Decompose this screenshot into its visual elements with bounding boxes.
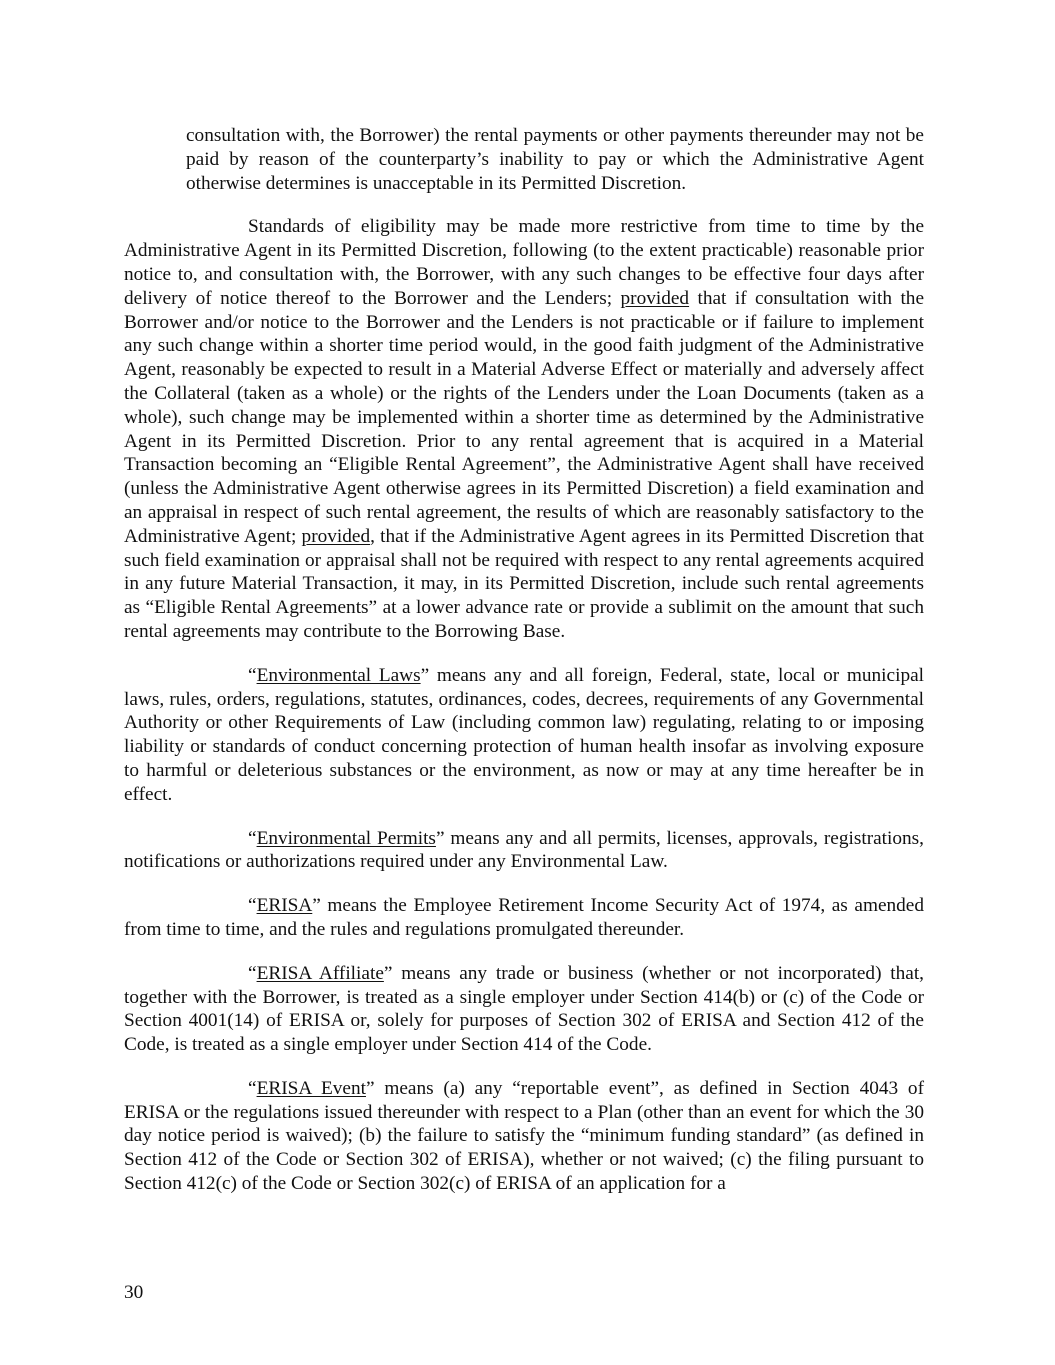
text-run: ” means the Employee Retirement Income Security Act of 1974, as amended from time to time, and the rules and regulations promulgated thereunder. — [124, 895, 924, 940]
underlined-term-provided: provided — [620, 287, 690, 309]
text-run: that if consultation with the Borrower and/or notice to the Borrower and the Lenders is not practicable or if failure to implement any such change within a shorter time period would, in the good faith judgment of the Administrative Agent, reasonably be expected to result in a Material Adverse Effect or materially and adversely affect the Collateral (taken as a whole) or the rights of the Lenders under the Loan Documents (taken as a whole), such change may be implemented within a shorter time as determined by the Administrative Agent in its Permitted Discretion. Prior to any rental agreement that is acquired in a Material Transaction becoming an “Eligible Rental Agreement”, the Administrative Agent shall have received (unless the Administrative Agent otherwise agrees in its Permitted Discretion) a field examination and an appraisal in respect of such rental agreement, the results of which are reasonably satisfactory to the Administrative Agent; — [124, 287, 924, 547]
text-run: ” means (a) any “reportable event”, as defined in Section 4043 of ERISA or the regulations issued thereunder with respect to a Plan (other than an event for which the 30 day notice period is waived); (b) the failure to satisfy the “minimum funding standard” (as defined in Section 412 of the Code or Section 302 of ERISA), whether or not waived; (c) the filing pursuant to Section 412(c) of the Code or Section 302(c) of ERISA of an application for a — [124, 1077, 924, 1195]
text-run: “ — [248, 664, 257, 686]
definition-environmental-laws — [124, 664, 924, 807]
defined-term: Environmental Permits — [256, 827, 436, 849]
defined-term: ERISA — [256, 895, 313, 917]
text-run: “ — [248, 895, 257, 917]
definition-erisa-event — [124, 1077, 924, 1196]
text-run: ” means any and all foreign, Federal, state, local or municipal laws, rules, orders, regulations, statutes, ordinances, codes, decrees, requirements of any Governmental Authority or other Requirements of Law (including common law) regulating, relating to or imposing liability or standards of conduct concerning protection of human health insofar as involving exposure to harmful or deleterious substances or the environment, as now or may at any time hereafter be in effect. — [124, 664, 924, 805]
definition-erisa — [124, 894, 924, 942]
defined-term: ERISA Event — [256, 1077, 366, 1099]
text-run: Standards of eligibility may be made more restrictive from time to time by the Administrative Agent in its Permitted Discretion, following (to the extent practicable) reasonable prior notice to, and consultation with, the Borrower, with any such changes to be effective four days after delivery of notice thereof to the Borrower and the Lenders; — [124, 216, 924, 309]
defined-term: ERISA Affiliate — [256, 962, 384, 984]
text-run: , that if the Administrative Agent agrees in its Permitted Discretion that such field examination or appraisal shall not be required with respect to any rental agreements acquired in any future Material Transaction, it may, in its Permitted Discretion, include such rental agreements as “Eligible Rental Agreements” at a lower advance rate or provide a sublimit on the amount that such rental agreements may contribute to the Borrowing Base. — [124, 525, 924, 642]
text-run: ” means any and all permits, licenses, approvals, registrations, notifications or authorizations required under any Environmental Law. — [124, 827, 924, 873]
definition-erisa-affiliate — [124, 962, 924, 1057]
text-run: ” means any trade or business (whether or not incorporated) that, together with the Borrower, is treated as a single employer under Section 414(b) or (c) of the Code or Section 4001(14) of ERISA or, solely for purposes of Section 302 of ERISA and Section 412 of the Code, is treated as a single employer under Section 414 of the Code. — [124, 962, 924, 1056]
paragraph-eligibility-standards — [124, 215, 924, 643]
text-run: “ — [248, 827, 257, 849]
paragraph-continuation — [186, 124, 924, 195]
page-number: 30 — [124, 1282, 144, 1303]
defined-term: Environmental Laws — [256, 664, 421, 686]
definition-environmental-permits — [124, 827, 924, 875]
document-body — [124, 124, 924, 1216]
text-run: “ — [248, 962, 257, 984]
underlined-term-provided: provided — [301, 525, 371, 547]
text-run: “ — [248, 1077, 257, 1099]
text-run: consultation with, the Borrower) the rental payments or other payments thereunder may not be paid by reason of the counterparty’s inability to pay or which the Administrative Agent otherwise determines is unacceptable in its Permitted Discretion. — [186, 125, 924, 194]
